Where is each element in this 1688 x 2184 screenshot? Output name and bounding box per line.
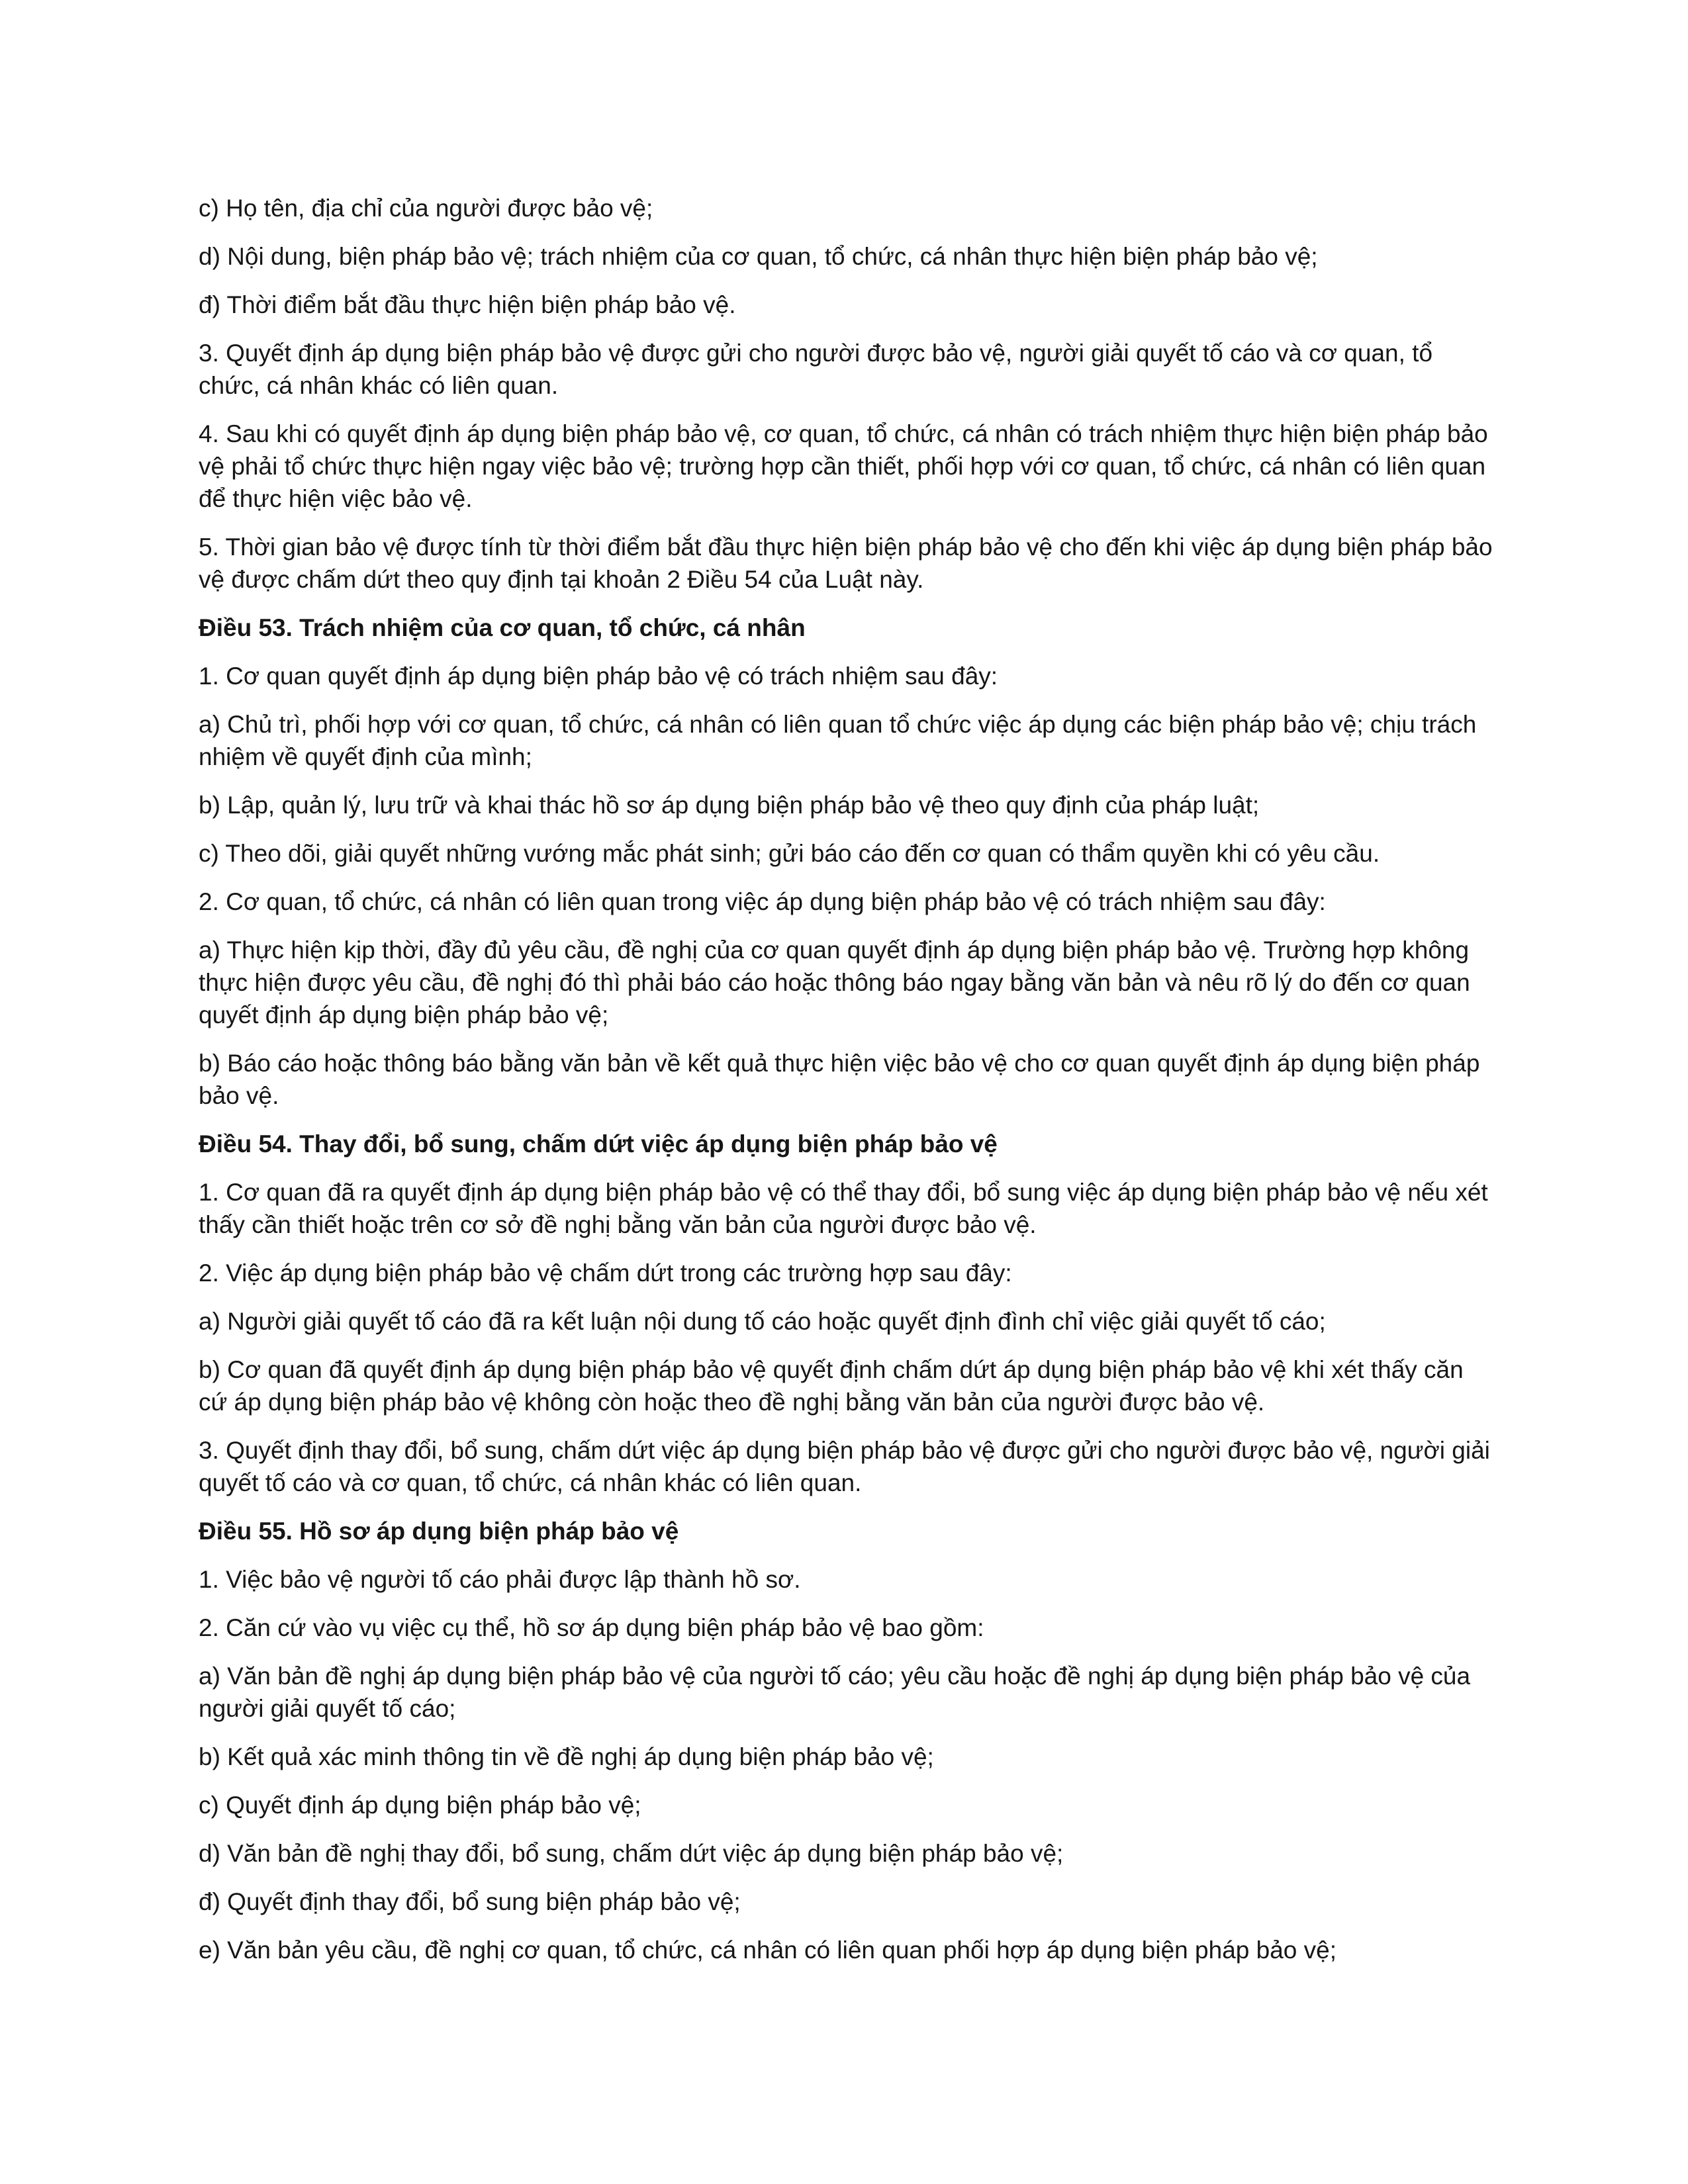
document-page xyxy=(199,192,1496,1982)
paragraph-art55-item-c: c) Quyết định áp dụng biện pháp bảo vệ; xyxy=(199,1792,641,1819)
article-54-heading: Điều 54. Thay đổi, bổ sung, chấm dứt việc áp dụng biện pháp bảo vệ xyxy=(199,1130,998,1158)
paragraph-art55-item-a: a) Văn bản đề nghị áp dụng biện pháp bảo vệ của người tố cáo; yêu cầu hoặc đề nghị áp dụng biện pháp bảo vệ của người giải quyết tố cáo; xyxy=(199,1662,1471,1722)
paragraph-clause-3: 3. Quyết định áp dụng biện pháp bảo vệ được gửi cho người được bảo vệ, người giải quyết tố cáo và cơ quan, tổ chức, cá nhân khác có liên quan. xyxy=(199,340,1433,399)
paragraph-art53-clause-1: 1. Cơ quan quyết định áp dụng biện pháp bảo vệ có trách nhiệm sau đây: xyxy=(199,662,998,690)
paragraph-art54-clause-2: 2. Việc áp dụng biện pháp bảo vệ chấm dứt trong các trường hợp sau đây: xyxy=(199,1259,1012,1287)
paragraph-art53-item-a: a) Chủ trì, phối hợp với cơ quan, tổ chức, cá nhân có liên quan tổ chức việc áp dụng các biện pháp bảo vệ; chịu trách nhiệm về quyết định của mình; xyxy=(199,711,1477,770)
paragraph-item-d: d) Nội dung, biện pháp bảo vệ; trách nhiệm của cơ quan, tổ chức, cá nhân thực hiện biện pháp bảo vệ; xyxy=(199,243,1318,270)
paragraph-art53-item-c: c) Theo dõi, giải quyết những vướng mắc phát sinh; gửi báo cáo đến cơ quan có thẩm quyền khi có yêu cầu. xyxy=(199,840,1380,867)
paragraph-art55-item-dd: đ) Quyết định thay đổi, bổ sung biện pháp bảo vệ; xyxy=(199,1888,741,1915)
paragraph-clause-4: 4. Sau khi có quyết định áp dụng biện pháp bảo vệ, cơ quan, tổ chức, cá nhân có trách nhiệm thực hiện biện pháp bảo vệ phải tổ chức thực hiện ngay việc bảo vệ; trường hợp cần thiết, phối hợp với cơ quan, tổ chức, cá nhân có liên quan để thực hiện việc bảo vệ. xyxy=(199,420,1488,512)
paragraph-art55-item-d: d) Văn bản đề nghị thay đổi, bổ sung, chấm dứt việc áp dụng biện pháp bảo vệ; xyxy=(199,1840,1064,1867)
article-55-heading: Điều 55. Hồ sơ áp dụng biện pháp bảo vệ xyxy=(199,1518,679,1545)
paragraph-art53-clause-2-item-a: a) Thực hiện kịp thời, đầy đủ yêu cầu, đề nghị của cơ quan quyết định áp dụng biện pháp bảo vệ. Trường hợp không thực hiện được yêu cầu, đề nghị đó thì phải báo cáo hoặc thông báo ngay bằng văn bản và nêu rõ lý do đến cơ quan quyết định áp dụng biện pháp bảo vệ; xyxy=(199,936,1470,1028)
paragraph-clause-5: 5. Thời gian bảo vệ được tính từ thời điểm bắt đầu thực hiện biện pháp bảo vệ cho đến khi việc áp dụng biện pháp bảo vệ được chấm dứt theo quy định tại khoản 2 Điều 54 của Luật này. xyxy=(199,533,1493,593)
paragraph-item-dd: đ) Thời điểm bắt đầu thực hiện biện pháp bảo vệ. xyxy=(199,291,736,318)
paragraph-art54-item-b: b) Cơ quan đã quyết định áp dụng biện pháp bảo vệ quyết định chấm dứt áp dụng biện pháp bảo vệ khi xét thấy căn cứ áp dụng biện pháp bảo vệ không còn hoặc theo đề nghị bằng văn bản của người được bảo vệ. xyxy=(199,1356,1464,1416)
paragraph-item-c: c) Họ tên, địa chỉ của người được bảo vệ; xyxy=(199,195,653,222)
paragraph-art53-clause-2: 2. Cơ quan, tổ chức, cá nhân có liên quan trong việc áp dụng biện pháp bảo vệ có trách nhiệm sau đây: xyxy=(199,888,1326,915)
paragraph-art55-clause-2: 2. Căn cứ vào vụ việc cụ thể, hồ sơ áp dụng biện pháp bảo vệ bao gồm: xyxy=(199,1614,984,1641)
paragraph-art54-item-a: a) Người giải quyết tố cáo đã ra kết luận nội dung tố cáo hoặc quyết định đình chỉ việc giải quyết tố cáo; xyxy=(199,1308,1326,1335)
article-53-heading: Điều 53. Trách nhiệm của cơ quan, tổ chức, cá nhân xyxy=(199,614,806,641)
paragraph-art55-clause-1: 1. Việc bảo vệ người tố cáo phải được lập thành hồ sơ. xyxy=(199,1566,801,1593)
paragraph-art55-item-b: b) Kết quả xác minh thông tin về đề nghị áp dụng biện pháp bảo vệ; xyxy=(199,1743,934,1770)
paragraph-art54-clause-3: 3. Quyết định thay đổi, bổ sung, chấm dứt việc áp dụng biện pháp bảo vệ được gửi cho người được bảo vệ, người giải quyết tố cáo và cơ quan, tổ chức, cá nhân khác có liên quan. xyxy=(199,1437,1490,1496)
paragraph-art55-item-e: e) Văn bản yêu cầu, đề nghị cơ quan, tổ chức, cá nhân có liên quan phối hợp áp dụng biện pháp bảo vệ; xyxy=(199,1936,1337,1964)
paragraph-art53-item-b: b) Lập, quản lý, lưu trữ và khai thác hồ sơ áp dụng biện pháp bảo vệ theo quy định của pháp luật; xyxy=(199,792,1260,819)
paragraph-art53-clause-2-item-b: b) Báo cáo hoặc thông báo bằng văn bản về kết quả thực hiện việc bảo vệ cho cơ quan quyết định áp dụng biện pháp bảo vệ. xyxy=(199,1050,1480,1109)
paragraph-art54-clause-1: 1. Cơ quan đã ra quyết định áp dụng biện pháp bảo vệ có thể thay đổi, bổ sung việc áp dụng biện pháp bảo vệ nếu xét thấy cần thiết hoặc trên cơ sở đề nghị bằng văn bản của người được bảo vệ. xyxy=(199,1179,1488,1238)
